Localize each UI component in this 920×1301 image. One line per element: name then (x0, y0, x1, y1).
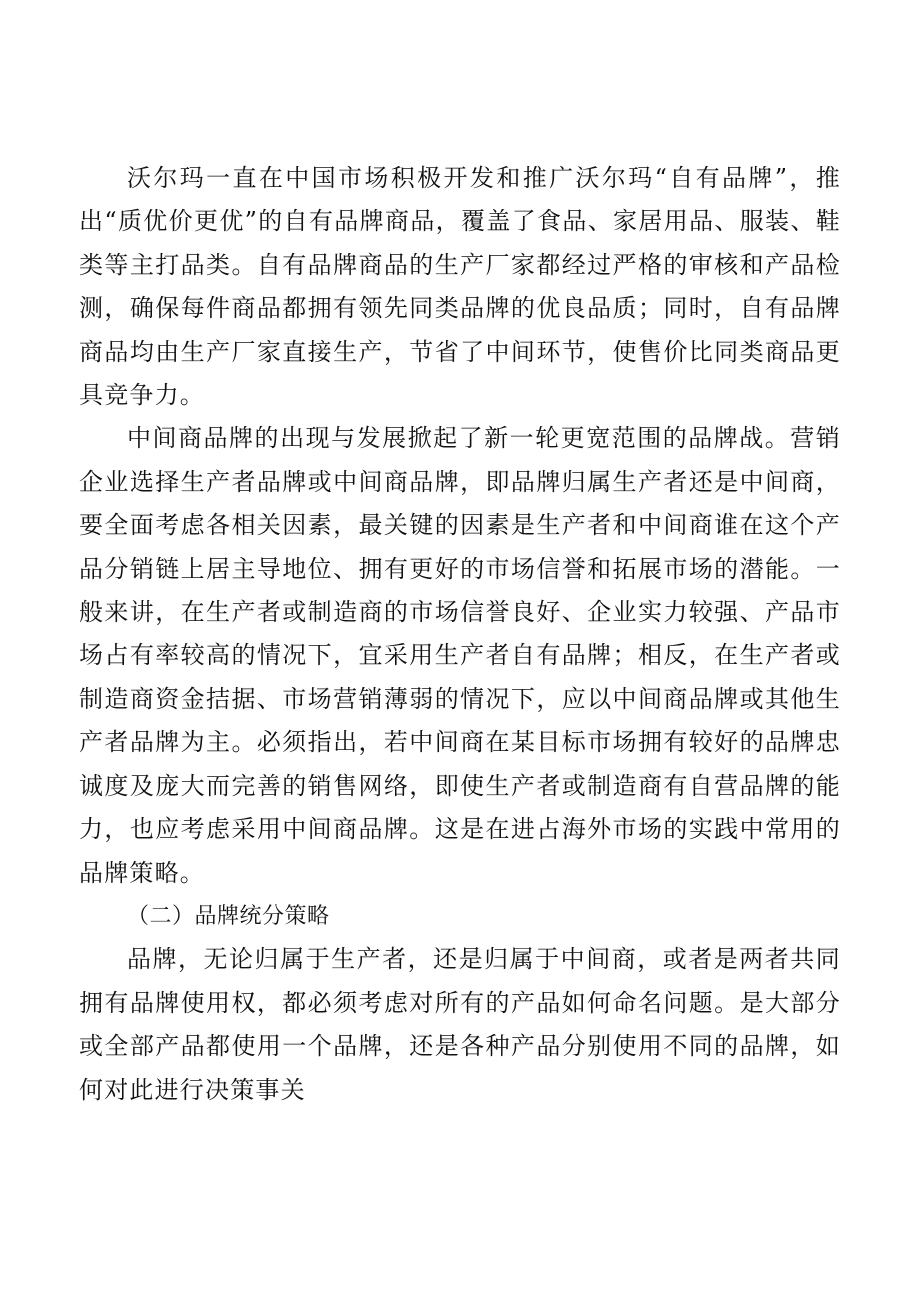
paragraph-middleman-brand: 中间商品牌的出现与发展掀起了新一轮更宽范围的品牌战。营销企业选择生产者品牌或中间商品牌，即品牌归属生产者还是中间商，要全面考虑各相关因素，最关键的因素是生产者和中间商谁在这个产品分销链上居主导地位、拥有更好的市场信誉和拓展市场的潜能。一般来讲，在生产者或制造商的市场信誉良好、企业实力较强、产品市场占有率较高的情况下，宜采用生产者自有品牌；相反，在生产者或制造商资金拮据、市场营销薄弱的情况下，应以中间商品牌或其他生产者品牌为主。必须指出，若中间商在某目标市场拥有较好的品牌忠诚度及庞大而完善的销售网络，即使生产者或制造商有自营品牌的能力，也应考虑采用中间商品牌。这是在进占海外市场的实践中常用的品牌策略。 (79, 424, 841, 887)
paragraph-brand-naming: 品牌，无论归属于生产者，还是归属于中间商，或者是两者共同拥有品牌使用权，都必须考虑对所有的产品如何命名问题。是大部分或全部产品都使用一个品牌，还是各种产品分别使用不同的品牌，如何对此进行决策事关 (79, 945, 841, 1104)
paragraph-walmart-private-label: 沃尔玛一直在中国市场积极开发和推广沃尔玛“自有品牌”，推出“质优价更优”的自有品牌商品，覆盖了食品、家居用品、服装、鞋类等主打品类。自有品牌商品的生产厂家都经过严格的审核和产品检测，确保每件商品都拥有领先同类品牌的优良品质；同时，自有品牌商品均由生产厂家直接生产，节省了中间环节，使售价比同类商品更具竞争力。 (79, 164, 841, 410)
section-heading: （二）品牌统分策略 (127, 903, 330, 929)
